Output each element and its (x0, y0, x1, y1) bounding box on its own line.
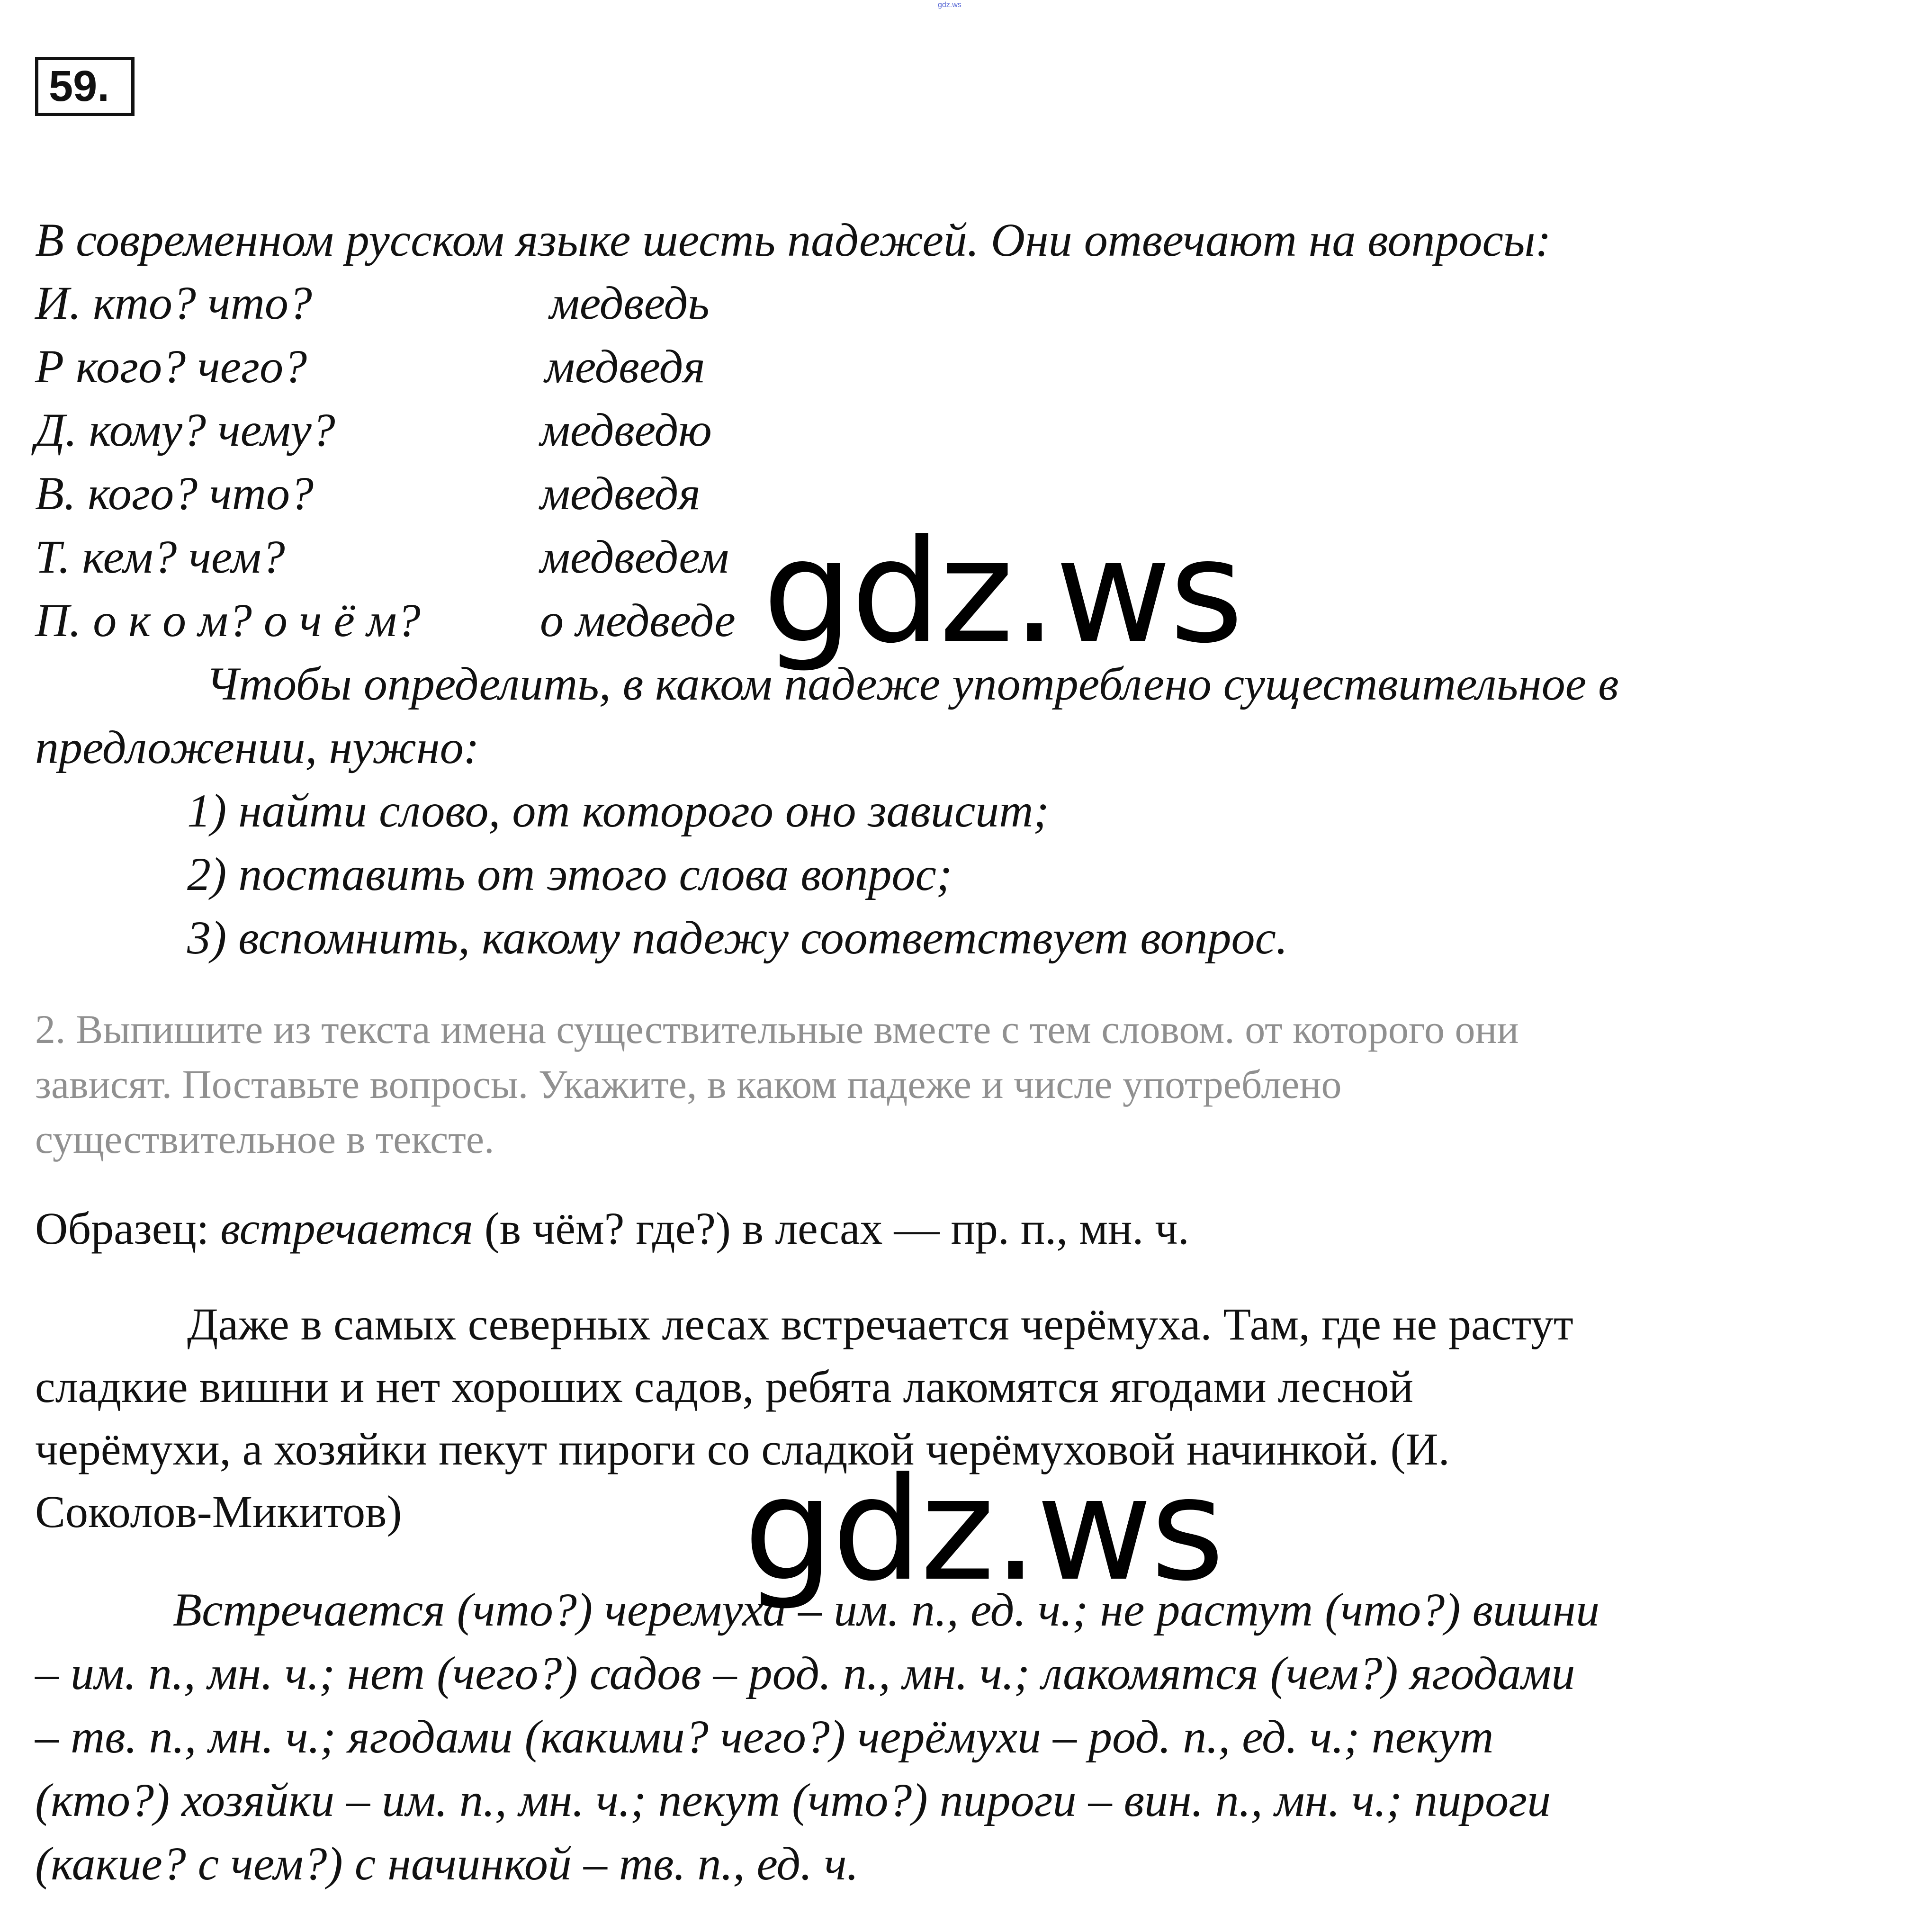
text-line: Соколов-Микитов) (35, 1486, 402, 1537)
case-question: Р кого? чего? (35, 340, 307, 393)
sample-line (35, 1198, 1189, 1259)
task-line: существительное в тексте. (35, 1116, 494, 1162)
case-question: Д. кому? чему? (35, 404, 335, 456)
task-line: 2. Выпишите из текста имена существительные вместе с тем словом. от которого они (35, 1006, 1519, 1052)
text-line: Даже в самых северных лесах встречается черёмуха. Там, где не растут (187, 1299, 1573, 1349)
rule-line: Чтобы определить, в каком падеже употреблено существительное в (206, 657, 1619, 710)
text-line: сладкие вишни и нет хороших садов, ребята лакомятся ягодами лесной (35, 1361, 1413, 1412)
rule-step: 3) вспомнить, какому падежу соответствует вопрос. (187, 911, 1288, 964)
sample-rest: (в чём? где?) в лесах — пр. п., мн. ч. (473, 1203, 1189, 1254)
case-word: медведя (545, 340, 705, 393)
text-line: черёмухи, а хозяйки пекут пироги со сладкой черёмуховой начинкой. (И. (35, 1424, 1450, 1474)
exercise-number: 59. (35, 57, 135, 116)
sample-label: Образец: (35, 1203, 221, 1254)
answer-line: – им. п., мн. ч.; нет (чего?) садов – род. п., мн. ч.; лакомятся (чем?) ягодами (35, 1647, 1575, 1699)
sample-verb: встречается (220, 1203, 473, 1254)
answer-line: Встречается (что?) черемуха – им. п., ед. ч.; не растут (что?) вишни (173, 1583, 1600, 1636)
gdz-watermark: gdz.ws (744, 1447, 1223, 1612)
case-word: медведя (540, 467, 701, 520)
case-question: П. о к о м? о ч ё м? (35, 594, 421, 647)
rule-step: 1) найти слово, от которого оно зависит; (187, 784, 1049, 837)
case-word: медведю (540, 404, 712, 456)
gdz-watermark: gdz.ws (763, 509, 1242, 674)
top-watermark: gdz.ws (938, 1, 961, 9)
answer-line: (кто?) хозяйки – им. п., мн. ч.; пекут (что?) пироги – вин. п., мн. ч.; пироги (35, 1774, 1551, 1826)
answer-line: (какие? с чем?) с начинкой – тв. п., ед. ч. (35, 1837, 859, 1890)
task-line: зависят. Поставьте вопросы. Укажите, в каком падеже и числе употреблено (35, 1061, 1342, 1107)
case-word: медведь (549, 277, 710, 329)
case-question: И. кто? что? (35, 277, 312, 329)
answer-line: – тв. п., мн. ч.; ягодами (какими? чего?) черёмухи – род. п., ед. ч.; пекут (35, 1710, 1494, 1763)
theory-intro: В современном русском языке шесть падежей. Они отвечают на вопросы: (35, 214, 1551, 266)
rule-step: 2) поставить от этого слова вопрос; (187, 848, 952, 900)
case-word: о медведе (540, 594, 736, 647)
case-word: медведем (540, 530, 729, 583)
rule-line: предложении, нужно: (35, 721, 479, 773)
case-question: Т. кем? чем? (35, 530, 285, 583)
case-question: В. кого? что? (35, 467, 314, 520)
